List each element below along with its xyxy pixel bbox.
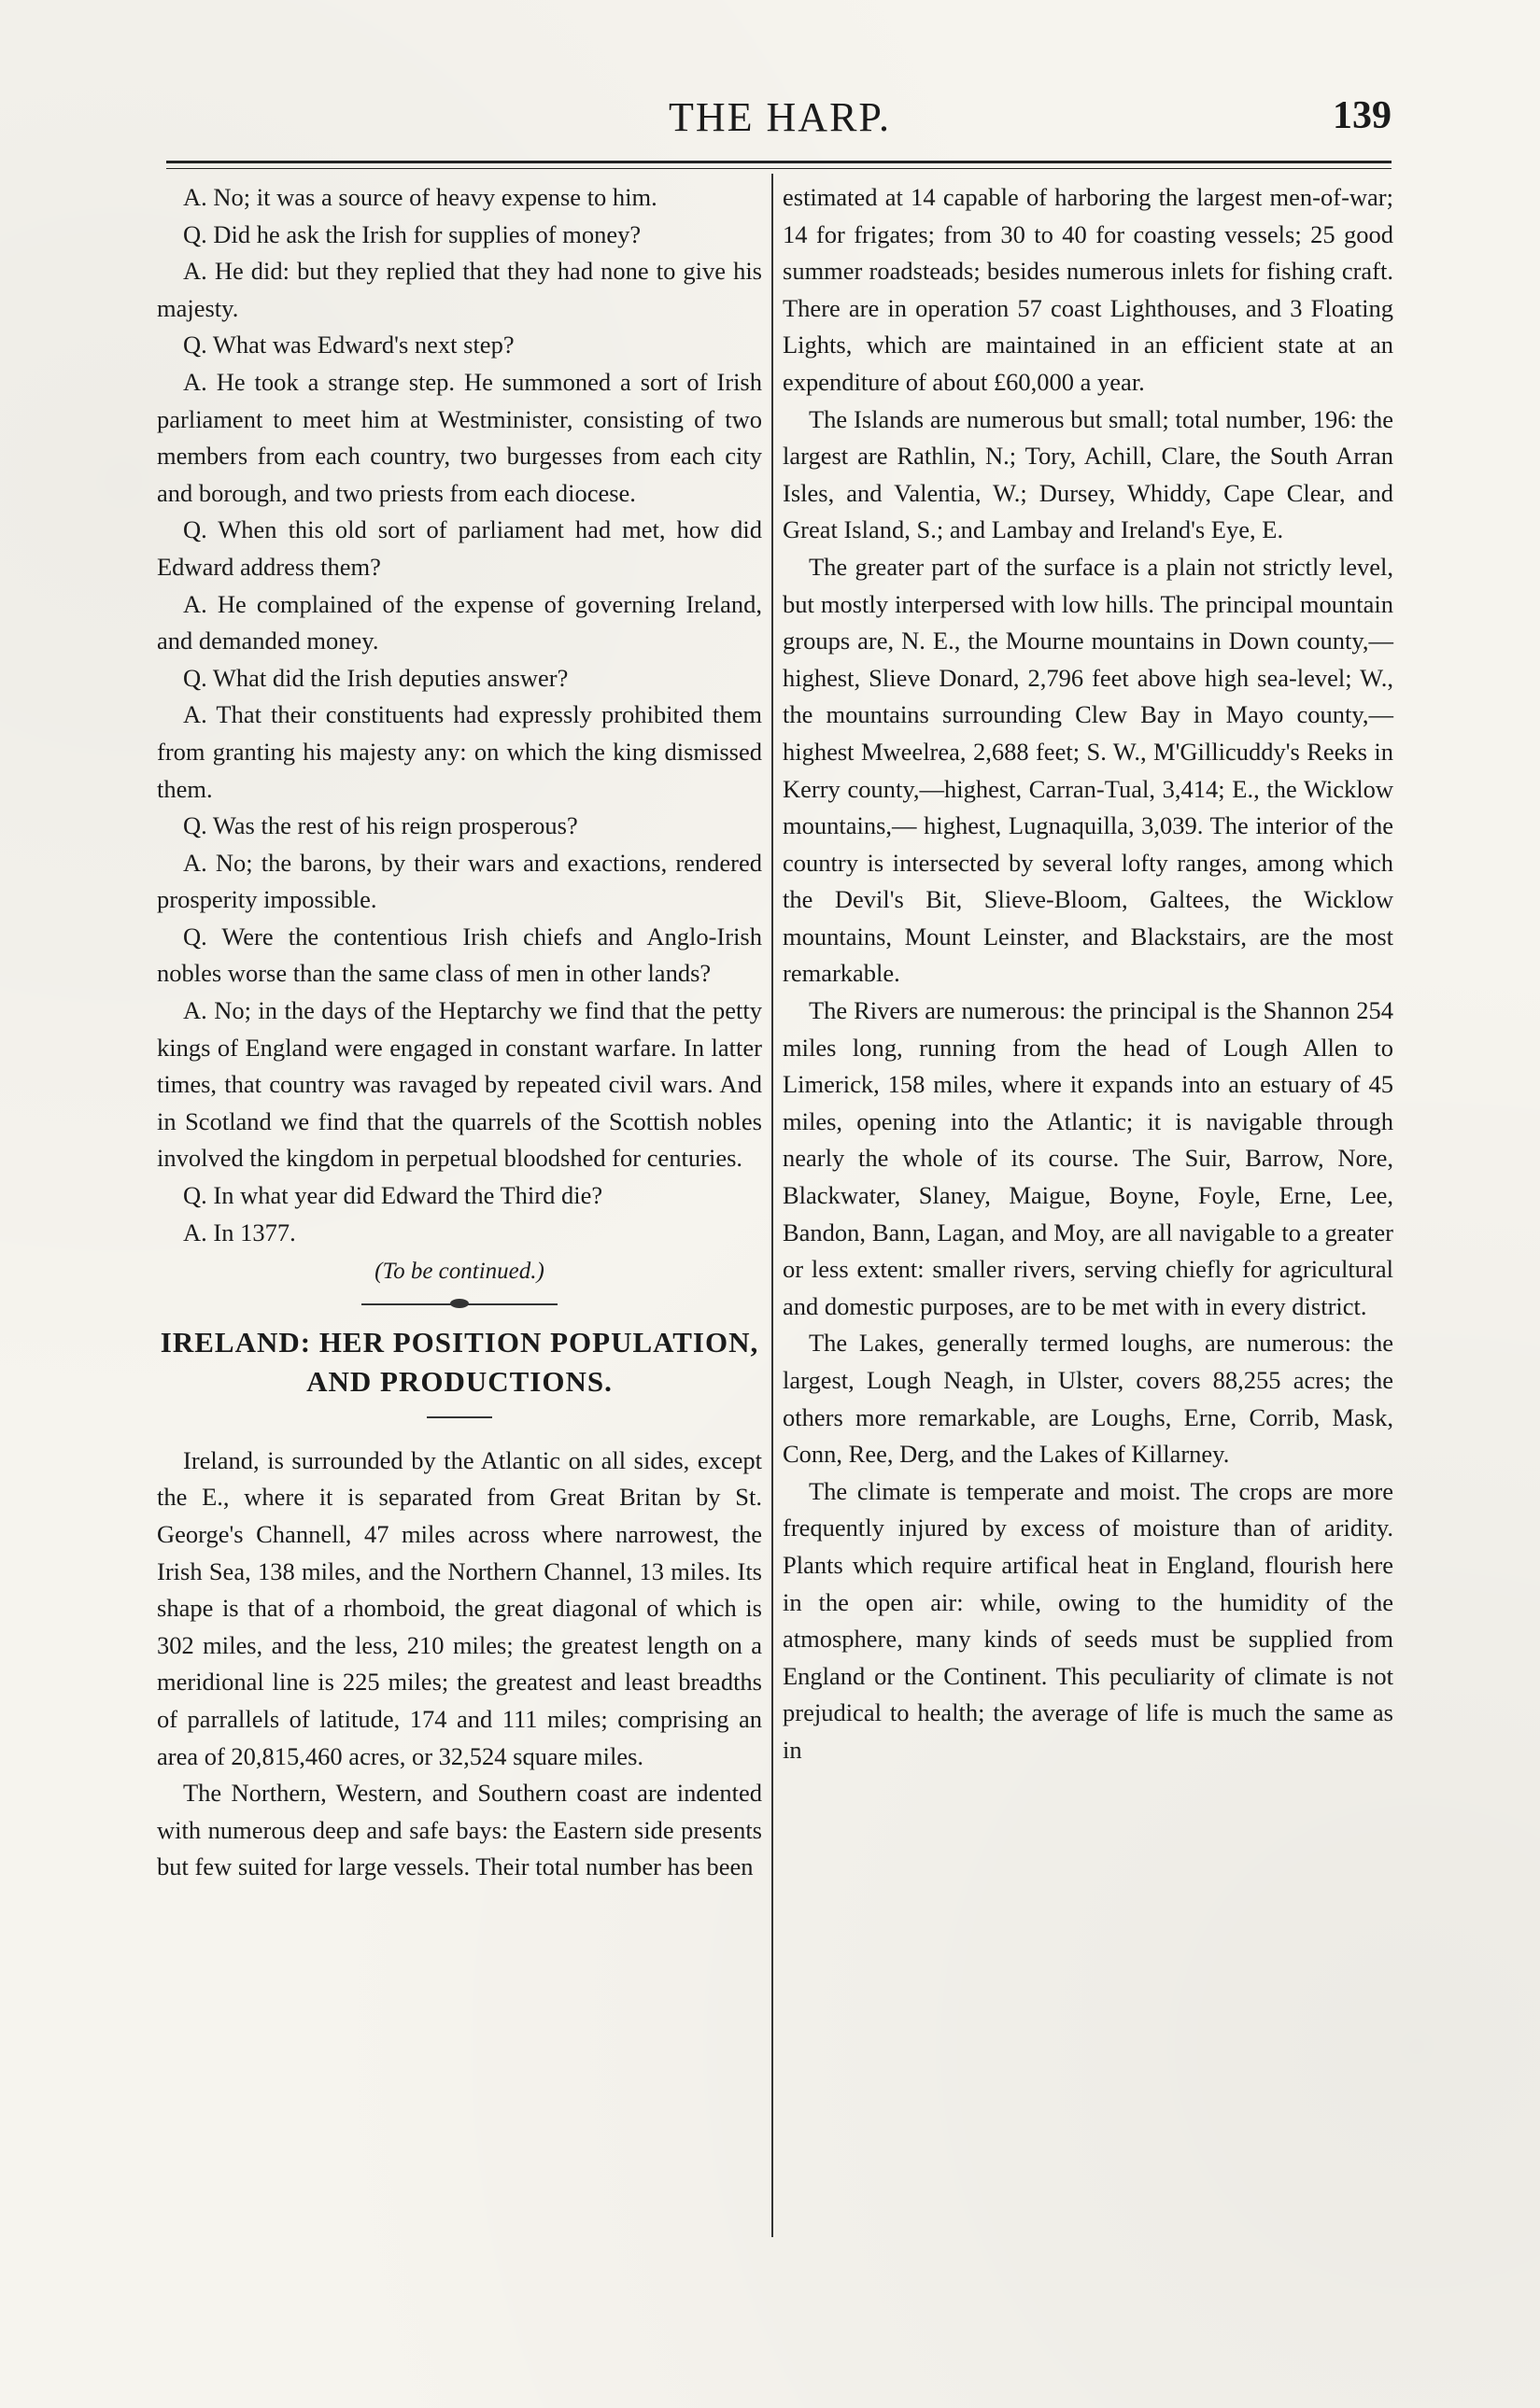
article-paragraph: estimated at 14 capable of harboring the largest men-of-war; 14 for frigates; from 30 to 40 for coasting vessels; 25 good summer roadsteads; besides numerous inlets for fishing craft. There are in operation 57 coast Lighthouses, and 3 Floating Lights, which are maintained in an efficient state at an expenditure of about £60,000 a year. (783, 183, 1393, 396)
qa-line: A. No; it was a source of heavy expense to him. (183, 183, 657, 211)
qa-line: A. In 1377. (183, 1218, 296, 1246)
article-paragraph: The Islands are numerous but small; total number, 196: the largest are Rathlin, N.; Tory, Achill, Clare, the South Arran Isles, and Valentia, W.; Dursey, Whiddy, Cape Clear, and Great Island, S.; and Lambay and Ireland's Eye, E. (783, 404, 1393, 544)
ornamental-divider (361, 1303, 558, 1308)
qa-line: Q. Did he ask the Irish for supplies of money? (183, 219, 642, 248)
article-paragraph: The greater part of the surface is a plain not strictly level, but mostly interpersed with low hills. The principal mountain groups are, N. E., the Mourne mountains in Down county,—highest, Slieve Donard, 2,796 feet above high sea-level; W., the mountains surrounding Clew Bay in Mayo county,—highest Mweelrea, 2,688 feet; S. W., M'Gillicuddy's Reeks in Kerry county,—highest, Carran-Tual, 3,414; E., the Wicklow mountains,— highest, Lugnaquilla, 3,039. The interior of the country is intersected by several lofty ranges, among which the Devil's Bit, Slieve-Bloom, Galtees, the Wicklow mountains, Mount Leinster, and Blackstairs, are the most remarkable. (783, 552, 1393, 988)
article-paragraph: The Rivers are numerous: the principal is the Shannon 254 miles long, running from the head of Lough Allen to Limerick, 158 miles, where it expands into an estuary of 45 miles, opening into the Atlantic; it is navigable through nearly the whole of its course. The Suir, Barrow, Nore, Blackwater, Slaney, Maigue, Boyne, Foyle, Erne, Lee, Bandon, Bann, Lagan, and Moy, are all navigable to a greater or less extent: smaller rivers, serving chiefly for agricultural and domestic purposes, are to be met with in every district. (783, 996, 1393, 1320)
heading-rule (427, 1416, 492, 1418)
article-paragraph: Ireland, is surrounded by the Atlantic on all sides, except the E., where it is separated from Great Britan by St. George's Channell, 47 miles across where narrowest, the Irish Sea, 138 miles, and the Northern Channel, 13 miles. Its shape is that of a rhomboid, the great diagonal of which is 302 miles, and the less, 210 miles; the greatest length on a meridional line is 225 miles; the greatest and least breadths of parrallels of latitude, 174 and 111 miles; comprising an area of 20,815,460 acres, or 32,524 square miles. (157, 1445, 762, 1770)
article-paragraph: The climate is temperate and moist. The crops are more frequently injured by excess of moisture than of aridity. Plants which require artifical heat in England, flourish here in the open air: while, owing to the humidity of the atmosphere, many kinds of seeds must be supplied from England or the Continent. This peculiarity of climate is not prejudical to health; the average of life is much the same as in (783, 1476, 1393, 1764)
page-header (168, 93, 1392, 159)
qa-line: A. No; in the days of the Heptarchy we find that the petty kings of England were engaged in constant warfare. In latter times, that country was ravaged by repeated civil wars. And in Scotland we find that the quarrels of the Scottish nobles involved the kingdom in perpetual bloodshed for centuries. (157, 996, 762, 1173)
continued-note: (To be continued.) (374, 1259, 544, 1285)
header-rule (166, 161, 1392, 163)
qa-line: A. He did: but they replied that they had none to give his majesty. (157, 257, 762, 322)
qa-line: Q. Was the rest of his reign prosperous? (183, 811, 578, 840)
header-rule-thin (166, 168, 1392, 169)
running-title: THE HARP. (668, 94, 892, 140)
qa-line: Q. What did the Irish deputies answer? (183, 663, 569, 692)
qa-line: A. No; the barons, by their wars and exactions, rendered prosperity impossible. (157, 848, 762, 914)
page-number: 139 (1333, 94, 1392, 137)
qa-line: Q. What was Edward's next step? (183, 331, 515, 359)
qa-line: Q. When this old sort of parliament had met, how did Edward address them? (157, 515, 762, 581)
qa-line: A. He took a strange step. He summoned a sort of Irish parliament to meet him at Westminister, consisting of two members from each country, two burgesses from each city and borough, and two priests from each diocese. (157, 367, 762, 507)
section-heading: IRELAND: HER POSITION POPULATION, AND PRODUCTIONS. (160, 1325, 759, 1398)
left-column (157, 179, 762, 1886)
right-column (783, 179, 1393, 1769)
article-paragraph: The Northern, Western, and Southern coast are indented with numerous deep and safe bays: the Eastern side presents but few suited for large vessels. Their total number has been (157, 1779, 762, 1881)
qa-line: Q. In what year did Edward the Third die? (183, 1181, 603, 1210)
article-paragraph: The Lakes, generally termed loughs, are numerous: the largest, Lough Neagh, in Ulster, covers 88,255 acres; the others more remarkable, are Loughs, Erne, Corrib, Mask, Conn, Ree, Derg, and the Lakes of Killarney. (783, 1329, 1393, 1469)
qa-line: A. He complained of the expense of governing Ireland, and demanded money. (157, 589, 762, 655)
qa-line: Q. Were the contentious Irish chiefs and Anglo-Irish nobles worse than the same class of men in other lands? (157, 922, 762, 988)
column-divider (771, 174, 773, 2237)
qa-line: A. That their constituents had expressly prohibited them from granting his majesty any: on which the king dismissed them. (157, 700, 762, 803)
